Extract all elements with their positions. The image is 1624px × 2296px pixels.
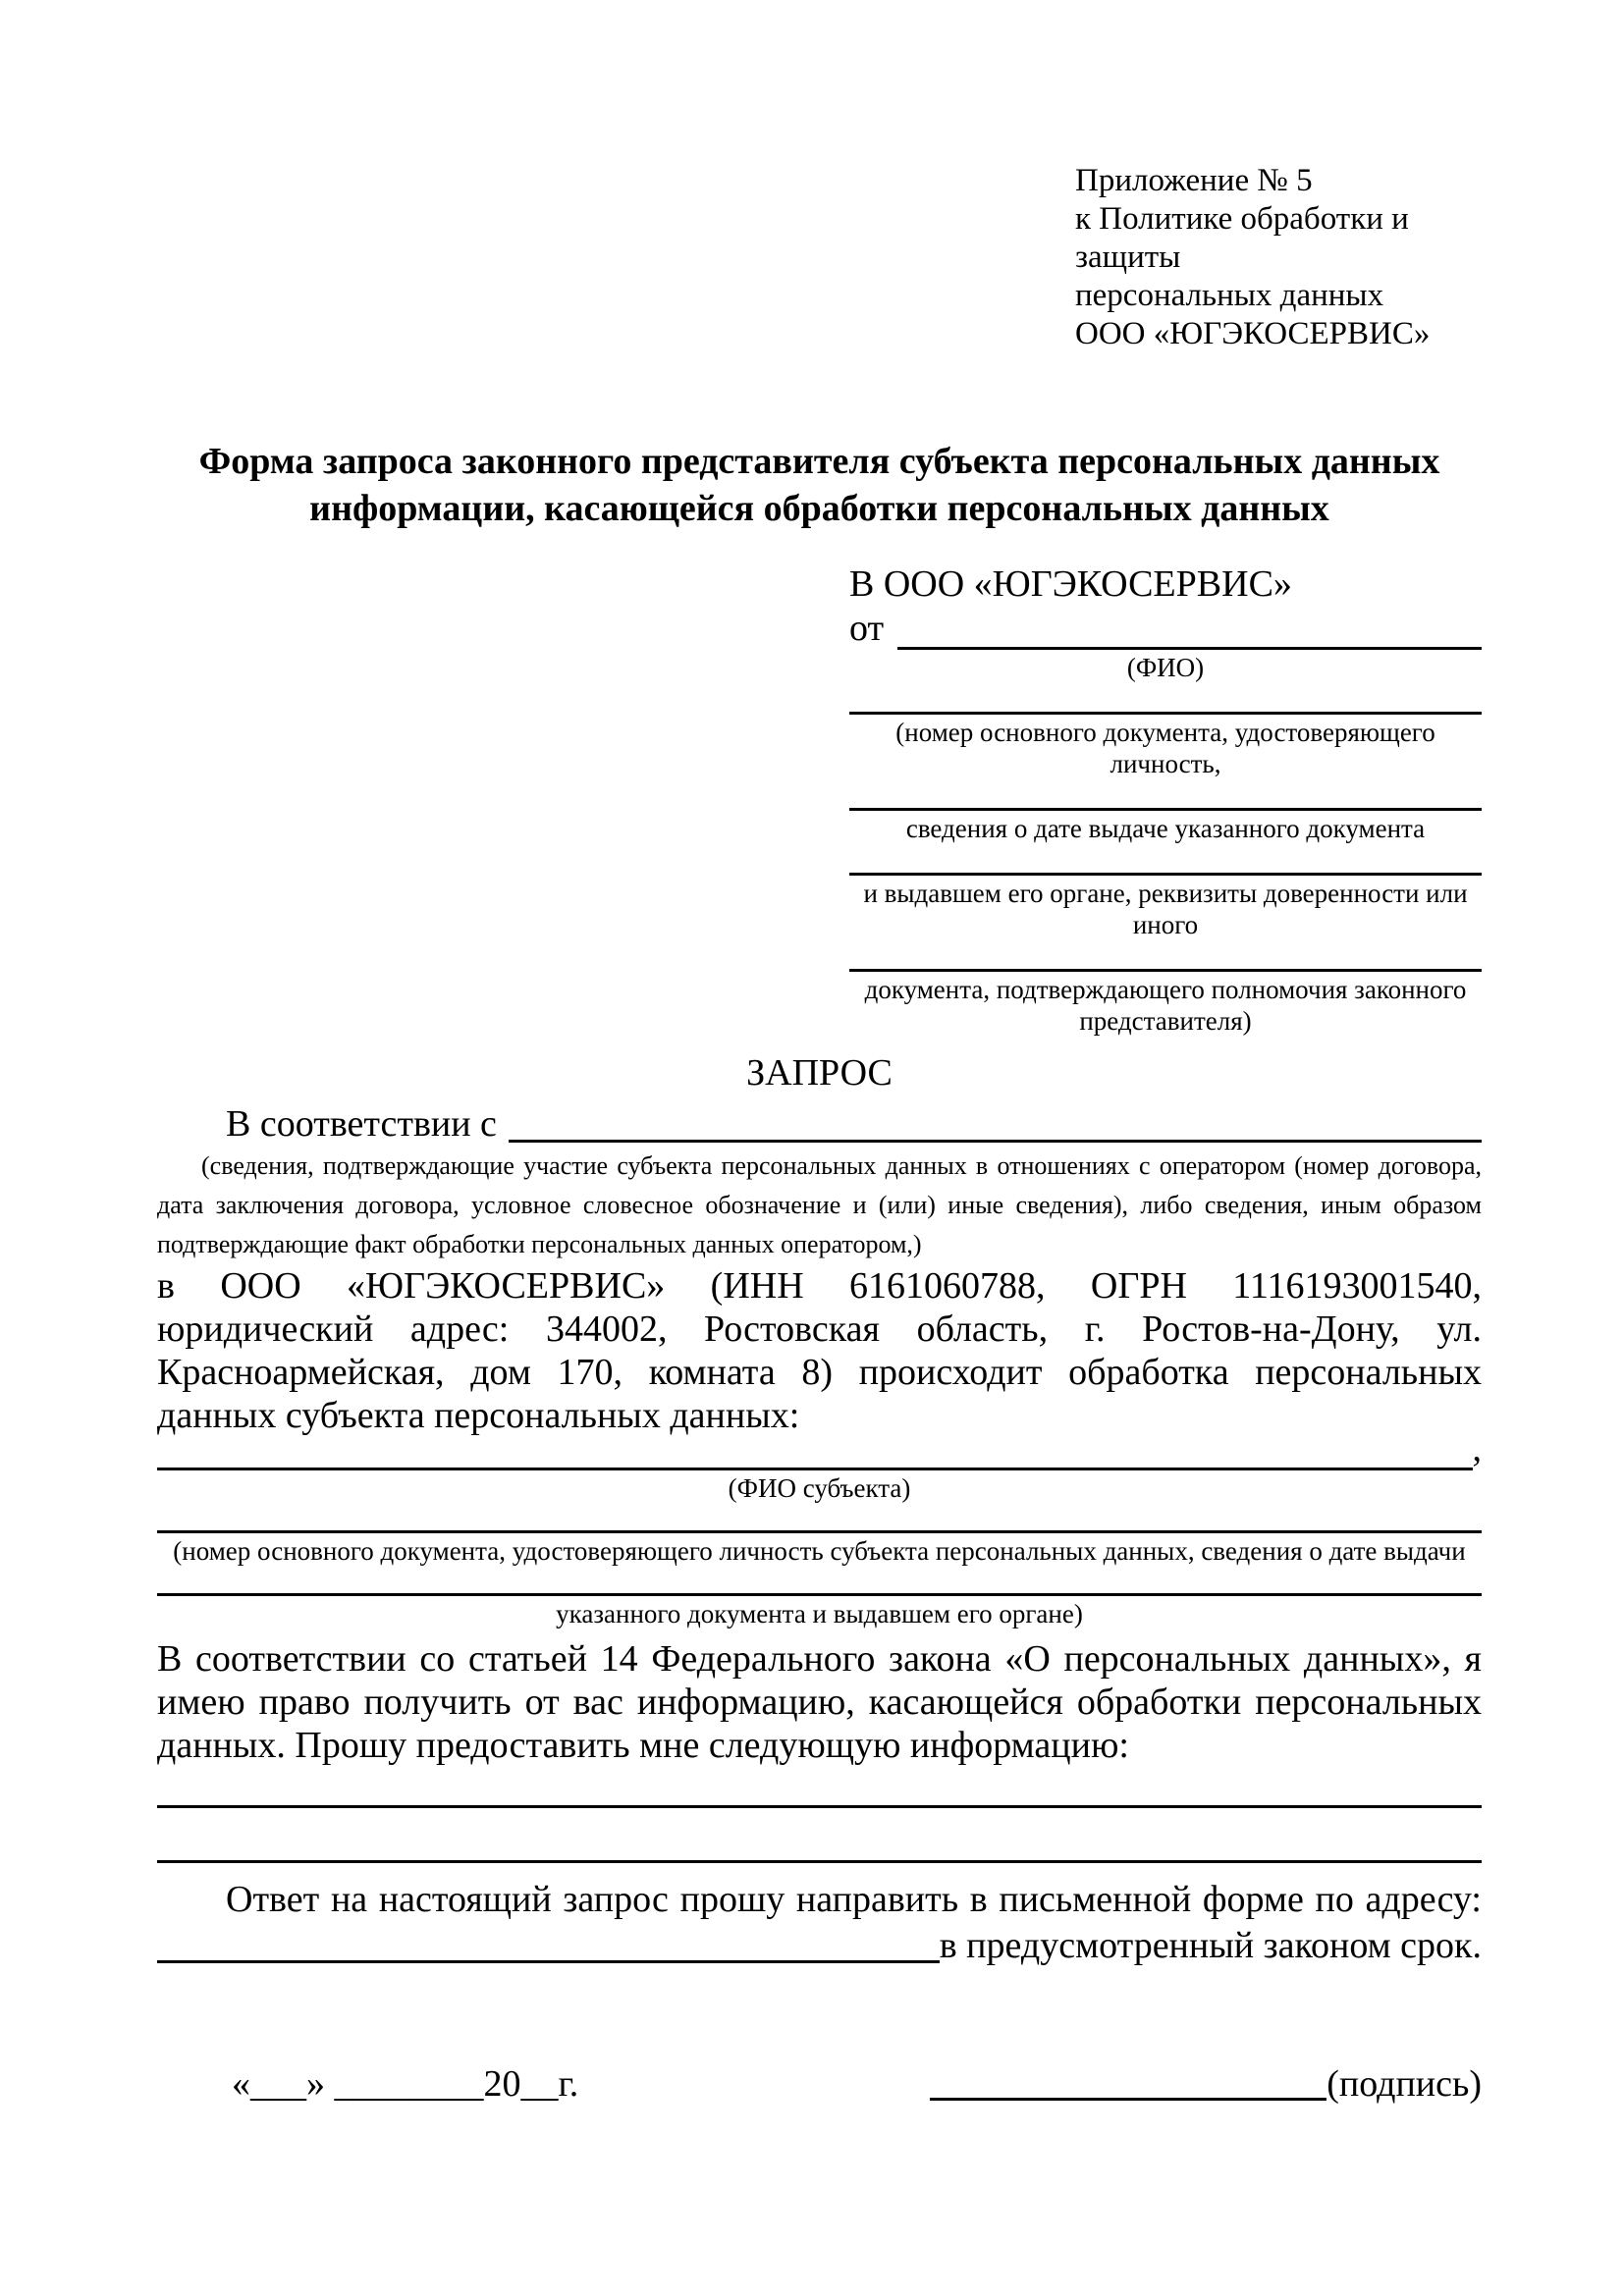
- reply-deadline: в предусмотренный законом срок.: [939, 1925, 1482, 1966]
- issue-date-caption: сведения о дате выдаче указанного документа: [905, 814, 1426, 843]
- subject-doc-caption-2: указанного документа и выдавшем его органе): [556, 1599, 1083, 1629]
- basis-blank-line: [509, 1140, 1482, 1143]
- appendix-note-line: Приложение № 5: [1075, 163, 1313, 198]
- appendix-note-line: к Политике обработки и защиты: [1075, 201, 1409, 275]
- signature-section: [157, 2061, 1482, 2107]
- subject-doc-blank-line-2: [157, 1567, 1482, 1596]
- reply-sentence: Ответ на настоящий запрос прошу направить в письменной форме по адресу:: [226, 1879, 1482, 1920]
- doc-number-caption: (номер основного документа, удостоверяющего личность,: [895, 718, 1435, 778]
- authority-doc-blank-line: [849, 940, 1482, 972]
- signature-caption: (подпись): [1326, 2063, 1482, 2105]
- date-field: «___» ________20__г.: [232, 2063, 579, 2105]
- law-paragraph: В соответствии со статьей 14 Федерального закона «О персональных данных», я имею право получить от вас информацию, касающейся обработки персональных данных. Прошу предоставить мне следующую информацию:: [157, 1638, 1482, 1766]
- from-field: [849, 607, 1482, 650]
- subject-fio-blank-line: [157, 1468, 1473, 1470]
- basis-label: В соответствии с: [226, 1103, 497, 1145]
- addressee-block: [849, 561, 1482, 1037]
- basis-fine-print: (сведения, подтверждающие участие субъекта персональных данных в отношениях с оператором (номер договора, дата заключения договора, условное словесное обозначение и (или) иные сведения), либо сведения, иным образом подтверждающие факт обработки персональных данных оператором,): [157, 1151, 1482, 1258]
- subject-doc-blank-line-1: [157, 1504, 1482, 1533]
- form-title: Форма запроса законного представителя субъекта персональных данных информации, касающейся обработки персональных данных: [198, 441, 1440, 529]
- reply-address-field: [157, 1922, 1482, 1967]
- subject-fio-field: [157, 1428, 1482, 1470]
- fio-caption: (ФИО): [1126, 653, 1205, 682]
- request-heading: ЗАПРОС: [746, 1052, 893, 1094]
- issue-date-blank-line: [849, 779, 1482, 811]
- issuer-blank-line: [849, 844, 1482, 876]
- subject-doc-caption-1: (номер основного документа, удостоверяющего личность субъекта персональных данных, сведения о дате выдачи: [173, 1536, 1466, 1566]
- info-blank-line-1: [157, 1779, 1482, 1808]
- from-blank-line: [897, 647, 1482, 650]
- from-label: от: [849, 608, 885, 649]
- info-blank-line-2: [157, 1834, 1482, 1863]
- appendix-note-line: персональных данных: [1075, 278, 1384, 313]
- addressee-to: В ООО «ЮГЭКОСЕРВИС»: [849, 563, 1292, 605]
- basis-field: [157, 1101, 1482, 1147]
- signature-field: [930, 2061, 1482, 2107]
- doc-number-blank-line: [849, 683, 1482, 715]
- appendix-note-line: ООО «ЮГЭКОСЕРВИС»: [1075, 316, 1431, 351]
- subject-comma: ,: [1472, 1428, 1482, 1469]
- signature-blank-line: [930, 2098, 1326, 2101]
- operator-paragraph: в ООО «ЮГЭКОСЕРВИС» (ИНН 6161060788, ОГРН 1116193001540, юридический адрес: 344002, Ростовская область, г. Ростов-на-Дону, ул. Красноармейская, дом 170, комната 8) происходит обработка персональных данных субъекта персональных данных:: [157, 1265, 1482, 1436]
- appendix-note: [1075, 162, 1482, 353]
- authority-doc-caption: документа, подтверждающего полномочия законного представителя): [864, 975, 1467, 1036]
- address-blank-line: [157, 1960, 940, 1963]
- issuer-caption: и выдавшем его органе, реквизиты доверенности или иного: [863, 879, 1468, 939]
- subject-fio-caption: (ФИО субъекта): [728, 1473, 911, 1503]
